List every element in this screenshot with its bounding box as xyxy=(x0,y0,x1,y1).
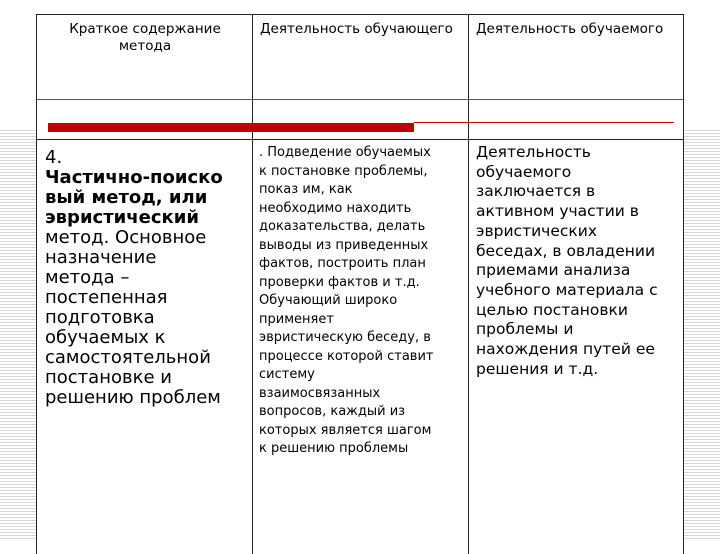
method-name: Частично-поиско вый метод, или эвристический xyxy=(45,167,223,228)
red-accent-line xyxy=(414,122,674,123)
red-accent-bar xyxy=(48,123,414,132)
teacher-activity-cell: . Подведение обучаемых к постановке проблемы, показ им, как необходимо находить доказательства, делать выводы из приведенных фактов, построить план проверки фактов и т.д. Обучающий широко применяет эвристическую беседу, в процессе которой ставит систему взаимосвязанных вопросов, каждый из которых является шагом к решению проблемы xyxy=(259,145,434,456)
method-description: метод. Основное назначение метода – постепенная подготовка обучаемых к самостоятельной постановке и решению проблем xyxy=(45,227,221,408)
student-activity-cell: Деятельность обучаемого заключается в активном участии в эвристических беседах, в овладении приемами анализа учебного материала с целью постановки проблемы и нахождения путей ее решения и т.д. xyxy=(476,143,658,378)
column-divider xyxy=(252,15,253,554)
header-divider xyxy=(37,99,683,100)
header-teacher-activity: Деятельность обучающего xyxy=(260,21,453,37)
method-table xyxy=(36,14,684,554)
method-summary-cell xyxy=(45,148,249,408)
row-divider xyxy=(37,139,683,140)
row-number: 4. xyxy=(45,147,63,168)
header-student-activity: Деятельность обучаемого xyxy=(476,21,664,37)
header-summary: Краткое содержание метода xyxy=(69,21,221,54)
column-divider xyxy=(468,15,469,554)
